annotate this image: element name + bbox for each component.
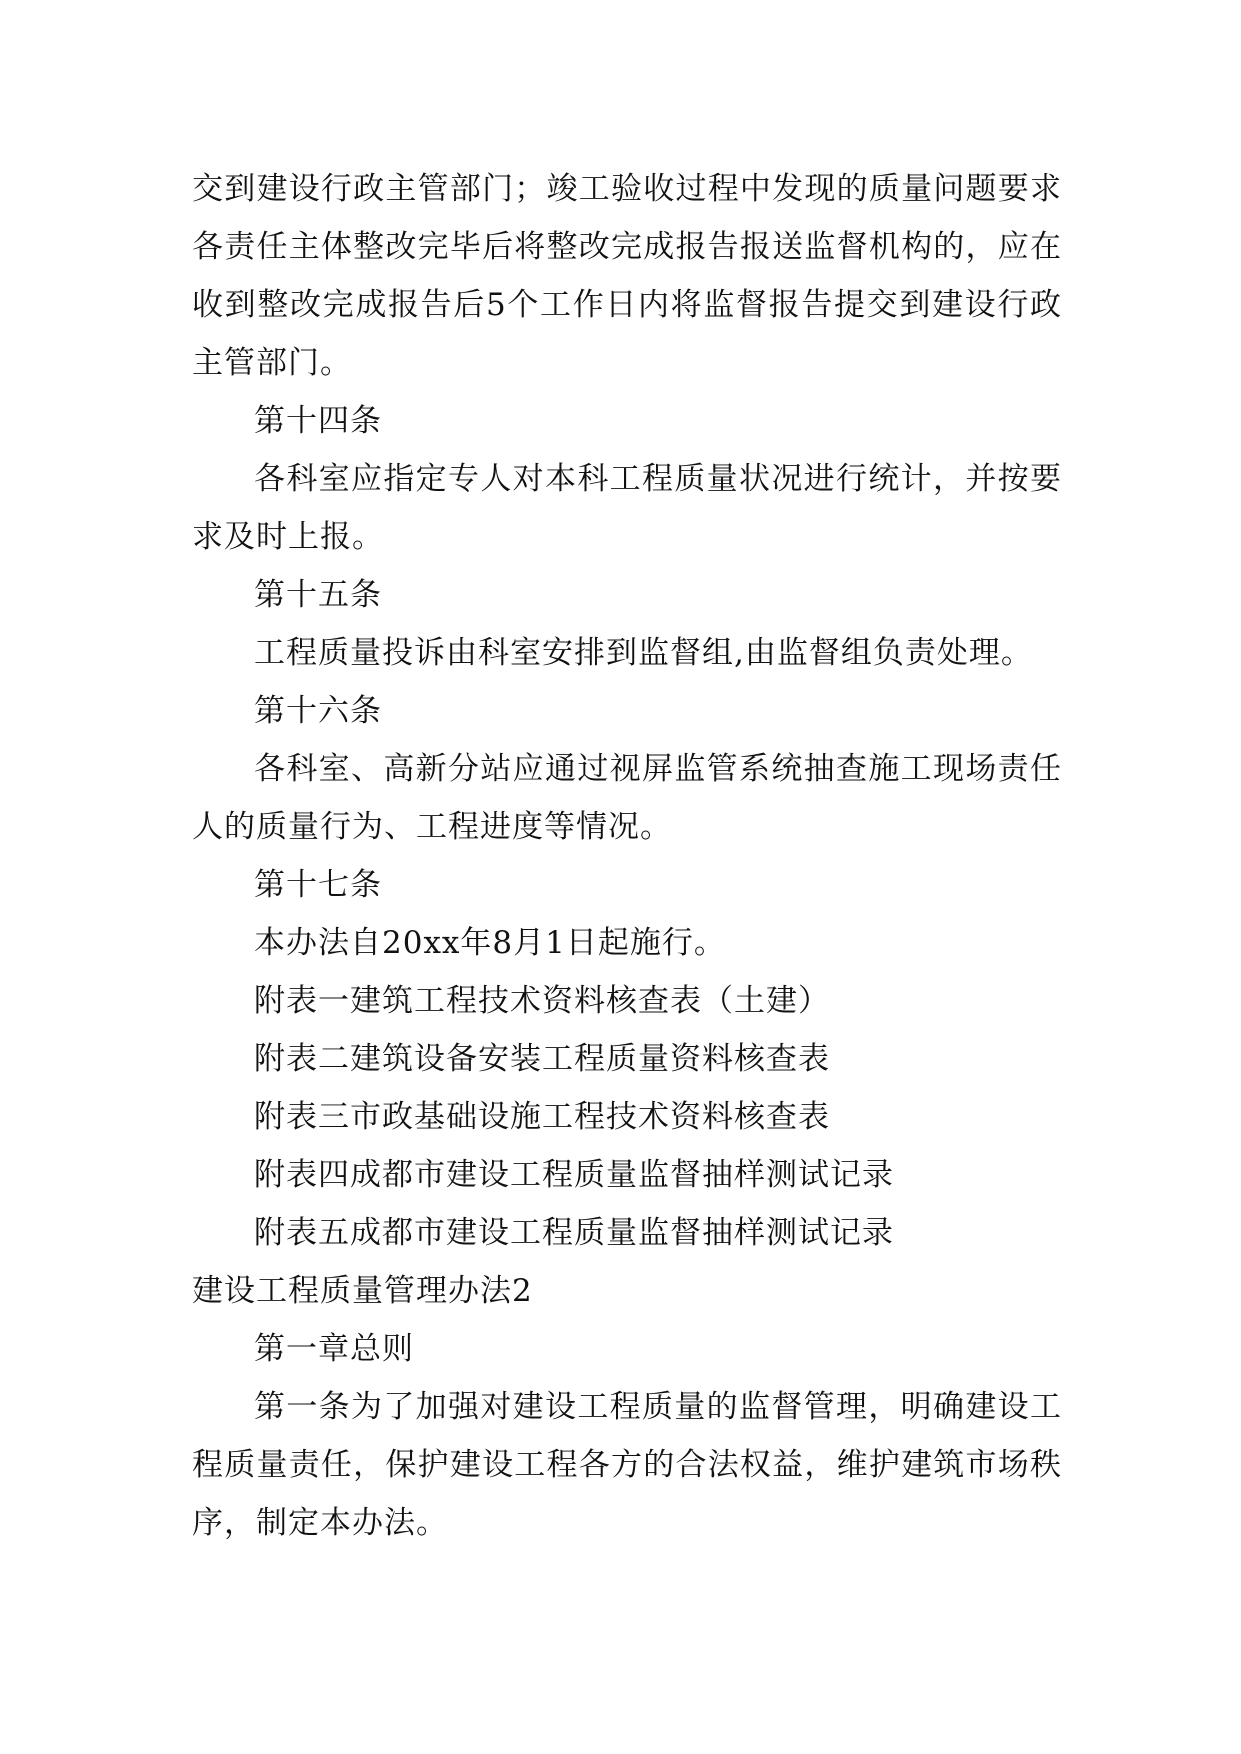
document-body [192,160,1062,1552]
appendix-2: 附表二建筑设备安装工程质量资料核查表 [254,1041,830,1077]
appendix-1: 附表一建筑工程技术资料核查表（土建） [254,983,830,1019]
section-title: 建设工程质量管理办法2 [192,1273,533,1309]
article-14-heading: 第十四条 [254,403,382,439]
article-17-heading: 第十七条 [254,867,382,903]
paragraph-completion-report: 交到建设行政主管部门；竣工验收过程中发现的质量问题要求各责任主体整改完毕后将整改完成报告报送监督机构的，应在收到整改完成报告后5个工作日内将监督报告提交到建设行政主管部门。 [192,171,1062,381]
article-15-heading: 第十五条 [254,577,382,613]
appendix-4: 附表四成都市建设工程质量监督抽样测试记录 [254,1157,894,1193]
article-16-body: 各科室、高新分站应通过视屏监管系统抽查施工现场责任人的质量行为、工程进度等情况。 [192,751,1062,845]
chapter-1-heading: 第一章总则 [254,1331,414,1367]
article-1-body: 第一条为了加强对建设工程质量的监督管理，明确建设工程质量责任，保护建设工程各方的合法权益，维护建筑市场秩序，制定本办法。 [192,1389,1062,1541]
appendix-3: 附表三市政基础设施工程技术资料核查表 [254,1099,830,1135]
article-15-body: 工程质量投诉由科室安排到监督组,由监督组负责处理。 [254,635,1033,671]
article-14-body: 各科室应指定专人对本科工程质量状况进行统计，并按要求及时上报。 [192,461,1062,555]
article-16-heading: 第十六条 [254,693,382,729]
article-17-body: 本办法自20xx年8月1日起施行。 [254,925,726,961]
appendix-5: 附表五成都市建设工程质量监督抽样测试记录 [254,1215,894,1251]
